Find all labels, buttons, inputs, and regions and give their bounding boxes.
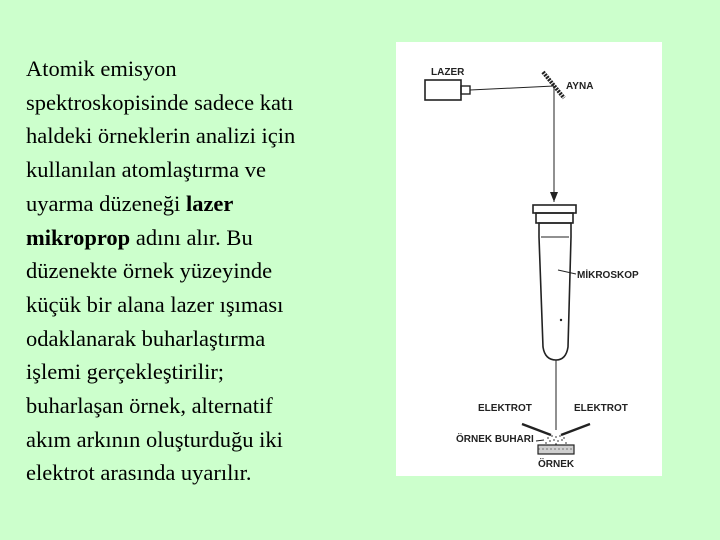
laser-nozzle	[461, 86, 470, 94]
text-line: akım arkının oluşturduğu iki	[26, 426, 283, 452]
beam-arrow-icon	[550, 192, 558, 202]
microscope-cap	[533, 205, 576, 213]
label-ayna: AYNA	[566, 81, 594, 92]
text-line: Atomik emisyon	[26, 56, 177, 81]
bold-term-mikroprop: mikroprop	[26, 224, 131, 250]
text-line: düzenekte örnek yüzeyinde	[26, 258, 273, 284]
label-elektrot-right: ELEKTROT	[574, 403, 628, 414]
body-text	[26, 52, 376, 490]
label-mikroskop: MİKROSKOP	[577, 270, 639, 281]
text-line: spektroskopisinde sadece katı	[26, 89, 294, 115]
text-line: işlemi gerçekleştirilir;	[26, 359, 225, 385]
electrode-right	[561, 424, 590, 435]
label-ornek-buhari: ÖRNEK BUHARI	[456, 434, 534, 445]
text-line: elektrot arasında uyarılır.	[26, 460, 252, 486]
bold-term-lazer: lazer	[185, 190, 234, 216]
text-line: haldeki örneklerin analizi için	[26, 123, 296, 149]
vapor-pointer	[536, 440, 544, 441]
text-line: mikroprop adını alır. Bu	[26, 224, 253, 250]
text-line: odaklanarak buharlaştırma	[26, 325, 266, 351]
text-line: küçük bir alana lazer ışıması	[26, 291, 284, 317]
laser-microprobe-diagram	[396, 42, 662, 476]
laser-beam	[470, 86, 554, 90]
text-line: uyarma düzeneği lazer	[26, 190, 234, 216]
laser-body	[425, 80, 461, 100]
sample-block	[538, 445, 574, 454]
label-ornek: ÖRNEK	[538, 459, 575, 470]
label-elektrot-left: ELEKTROT	[478, 403, 532, 414]
microscope-ring	[536, 213, 573, 223]
diagram-svg	[396, 42, 662, 476]
microscope-dot	[560, 319, 562, 321]
label-lazer: LAZER	[431, 67, 465, 78]
text-line: buharlaşan örnek, alternatif	[26, 393, 273, 419]
microscope-tube	[539, 223, 571, 360]
microscope-pointer	[558, 270, 576, 274]
text-line: kullanılan atomlaştırma ve	[26, 157, 266, 183]
sample-vapor	[545, 435, 567, 445]
